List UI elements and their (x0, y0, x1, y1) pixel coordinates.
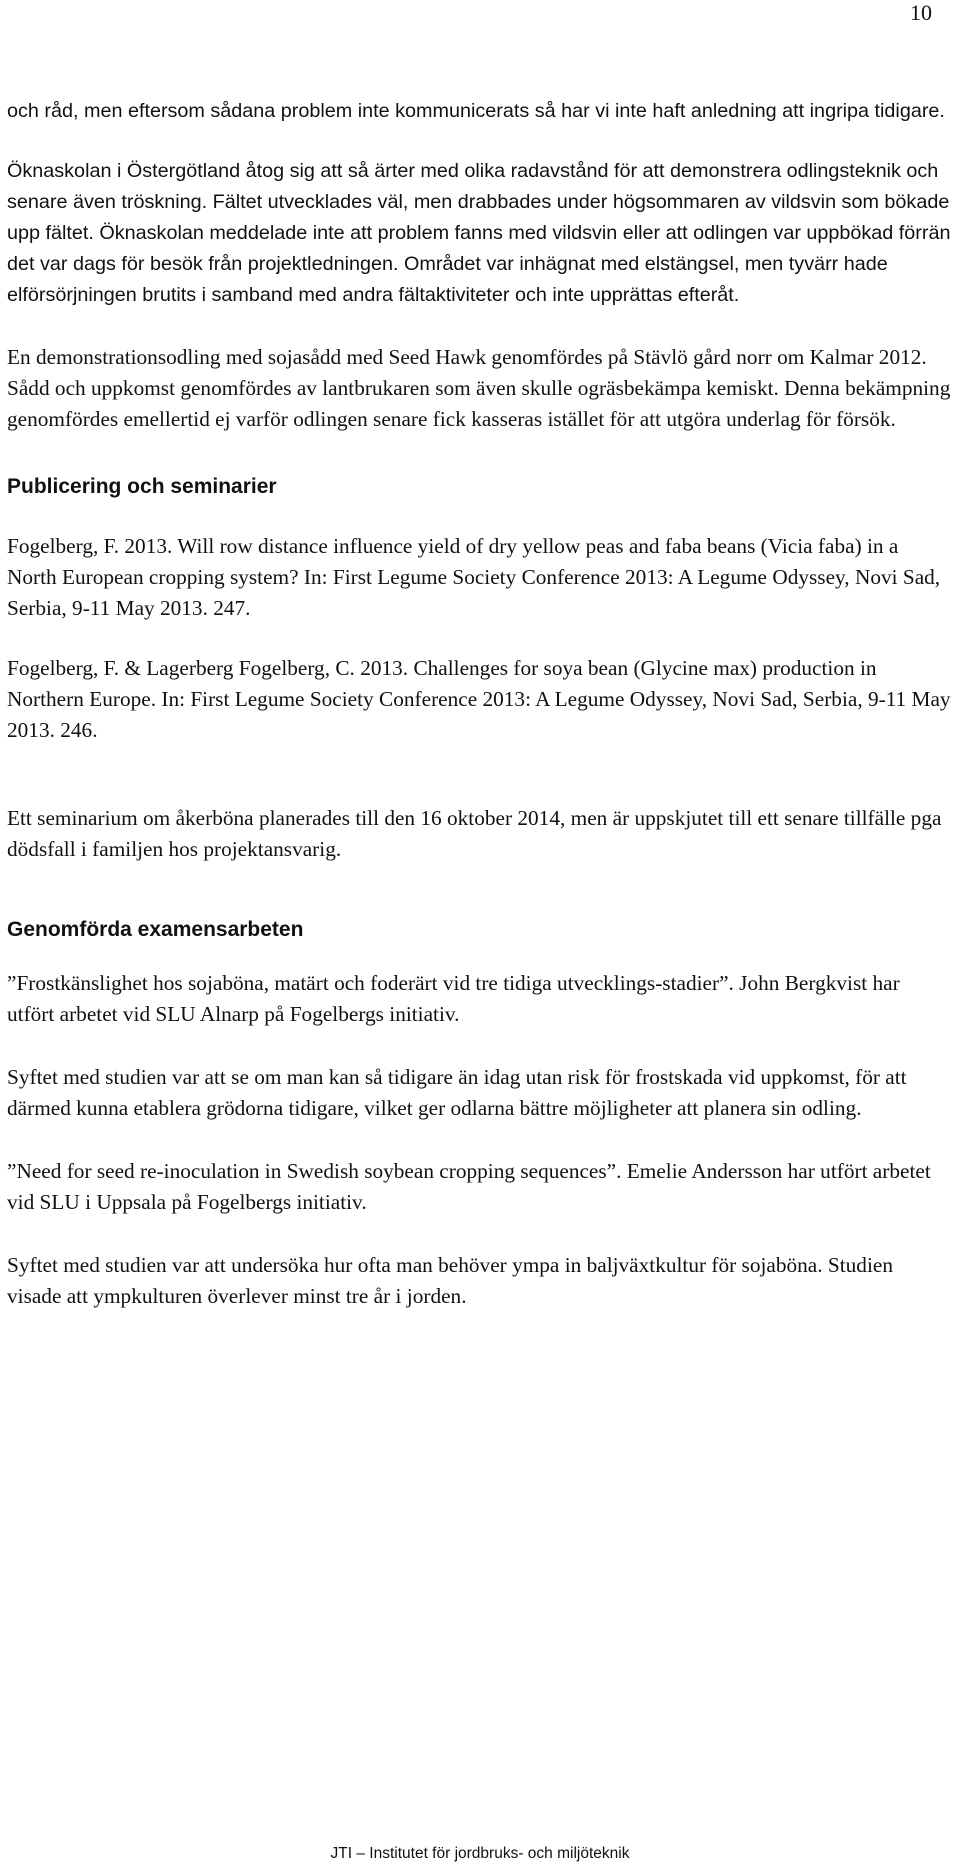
page-number: 10 (910, 0, 932, 25)
page-footer: JTI – Institutet för jordbruks- och miljöteknik (330, 1845, 630, 1862)
paragraph: och råd, men eftersom sådana problem inte kommunicerats så har vi inte haft anledning att ingripa tidigare. (7, 100, 945, 122)
thesis-entry: ”Frostkänslighet hos sojaböna, matärt och foderärt vid tre tidiga utvecklings-stadier”. John Bergkvist har utfört arbetet vid SLU Alnarp på Fogelbergs initiativ. (7, 971, 900, 1026)
thesis-description: Syftet med studien var att se om man kan så tidigare än idag utan risk för frostskada vid uppkomst, för att därmed kunna etablera grödorna tidigare, vilket ger odlarna bättre möjligheter att planera sin odling. (7, 1065, 907, 1120)
seminar-note: Ett seminarium om åkerböna planerades till den 16 oktober 2014, men är uppskjutet till ett senare tillfälle pga dödsfall i familjen hos projektansvarig. (7, 806, 942, 861)
paragraph: En demonstrationsodling med sojasådd med Seed Hawk genomfördes på Stävlö gård norr om Kalmar 2012. Sådd och uppkomst genomfördes av lantbrukaren som även skulle ogräsbekämpa kemiskt. Denna bekämpning genomfördes emellertid ej varför odlingen senare fick kasseras istället för att utgöra underlag för försök. (7, 345, 951, 431)
section-heading-publications: Publicering och seminarier (7, 475, 277, 498)
reference-entry: Fogelberg, F. 2013. Will row distance influence yield of dry yellow peas and faba beans (Vicia faba) in a North European cropping system? In: First Legume Society Conference 2013: A Legume Odyssey, Novi Sad, Serbia, 9-11 May 2013. 247. (7, 534, 941, 620)
thesis-description: Syftet med studien var att undersöka hur ofta man behöver ympa in baljväxtkultur för sojaböna. Studien visade att ympkulturen överlever minst tre år i jorden. (7, 1253, 893, 1308)
section-heading-theses: Genomförda examensarbeten (7, 918, 304, 941)
paragraph: Öknaskolan i Östergötland åtog sig att så ärter med olika radavstånd för att demonstrera odlingsteknik och senare även tröskning. Fältet utvecklades väl, men drabbades under högsommaren av vildsvin som bökade upp fältet. Öknaskolan meddelade inte att problem fanns med vildsvin eller att odlingen var uppbökad förrän det var dags för besök från projektledningen. Området var inhägnat med elstängsel, men tyvärr hade elförsörjningen brutits i samband med andra fältaktiviteter och inte upprättas efteråt. (7, 160, 951, 306)
reference-entry: Fogelberg, F. & Lagerberg Fogelberg, C. 2013. Challenges for soya bean (Glycine max) production in Northern Europe. In: First Legume Society Conference 2013: A Legume Odyssey, Novi Sad, Serbia, 9-11 May 2013. 246. (7, 656, 951, 742)
thesis-entry: ”Need for seed re-inoculation in Swedish soybean cropping sequences”. Emelie Andersson har utfört arbetet vid SLU i Uppsala på Fogelbergs initiativ. (7, 1159, 931, 1214)
document-body (7, 96, 952, 1312)
